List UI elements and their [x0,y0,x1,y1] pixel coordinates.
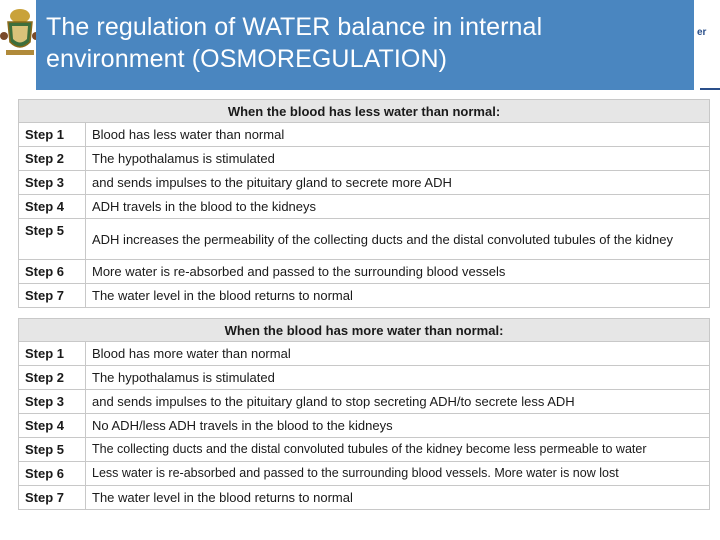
step-label: Step 6 [19,462,86,486]
slide-title-line1: The regulation of WATER balance in internal [46,13,543,41]
step-label: Step 5 [19,219,86,260]
step-description: Blood has more water than normal [86,342,710,366]
slide-title [46,11,694,75]
coat-of-arms-logo [0,6,40,58]
table-row [19,123,710,147]
step-description: and sends impulses to the pituitary gland to stop secreting ADH/to secrete less ADH [86,390,710,414]
table-row [19,219,710,260]
table-row [19,171,710,195]
table-more-water [18,318,710,510]
step-label: Step 7 [19,284,86,308]
table-row [19,486,710,510]
table-row [19,195,710,219]
table-row [19,147,710,171]
table-row [19,414,710,438]
step-label: Step 2 [19,366,86,390]
table-row [19,342,710,366]
table-less-water [18,99,710,308]
table-row [19,260,710,284]
slide-header [0,0,720,90]
table-row [19,438,710,462]
table-row [19,390,710,414]
step-label: Step 1 [19,342,86,366]
step-label: Step 4 [19,414,86,438]
step-description: The water level in the blood returns to normal [86,486,710,510]
step-description: The water level in the blood returns to normal [86,284,710,308]
table-row [19,284,710,308]
step-description: and sends impulses to the pituitary gland to secrete more ADH [86,171,710,195]
step-description: ADH increases the permeability of the collecting ducts and the distal convoluted tubules of the kidney [86,219,710,260]
step-description: The hypothalamus is stimulated [86,147,710,171]
title-banner [36,0,694,90]
table-row [19,366,710,390]
step-description: Less water is re-absorbed and passed to the surrounding blood vessels. More water is now lost [86,462,710,486]
step-label: Step 3 [19,171,86,195]
slide-title-line2: environment (OSMOREGULATION) [46,45,448,73]
table-row [19,462,710,486]
brand-text-fragment: er [697,27,707,38]
step-label: Step 4 [19,195,86,219]
step-description: Blood has less water than normal [86,123,710,147]
step-description: No ADH/less ADH travels in the blood to the kidneys [86,414,710,438]
coat-of-arms-icon [0,6,40,58]
step-description: ADH travels in the blood to the kidneys [86,195,710,219]
step-description: The hypothalamus is stimulated [86,366,710,390]
table-more-heading: When the blood has more water than normal: [19,319,710,342]
step-label: Step 7 [19,486,86,510]
step-label: Step 3 [19,390,86,414]
step-label: Step 2 [19,147,86,171]
table-less-heading: When the blood has less water than normal: [19,100,710,123]
step-label: Step 6 [19,260,86,284]
step-description: The collecting ducts and the distal convoluted tubules of the kidney become less permeable to water [86,438,710,462]
step-description: More water is re-absorbed and passed to the surrounding blood vessels [86,260,710,284]
accent-line [700,88,720,90]
step-label: Step 1 [19,123,86,147]
step-label: Step 5 [19,438,86,462]
